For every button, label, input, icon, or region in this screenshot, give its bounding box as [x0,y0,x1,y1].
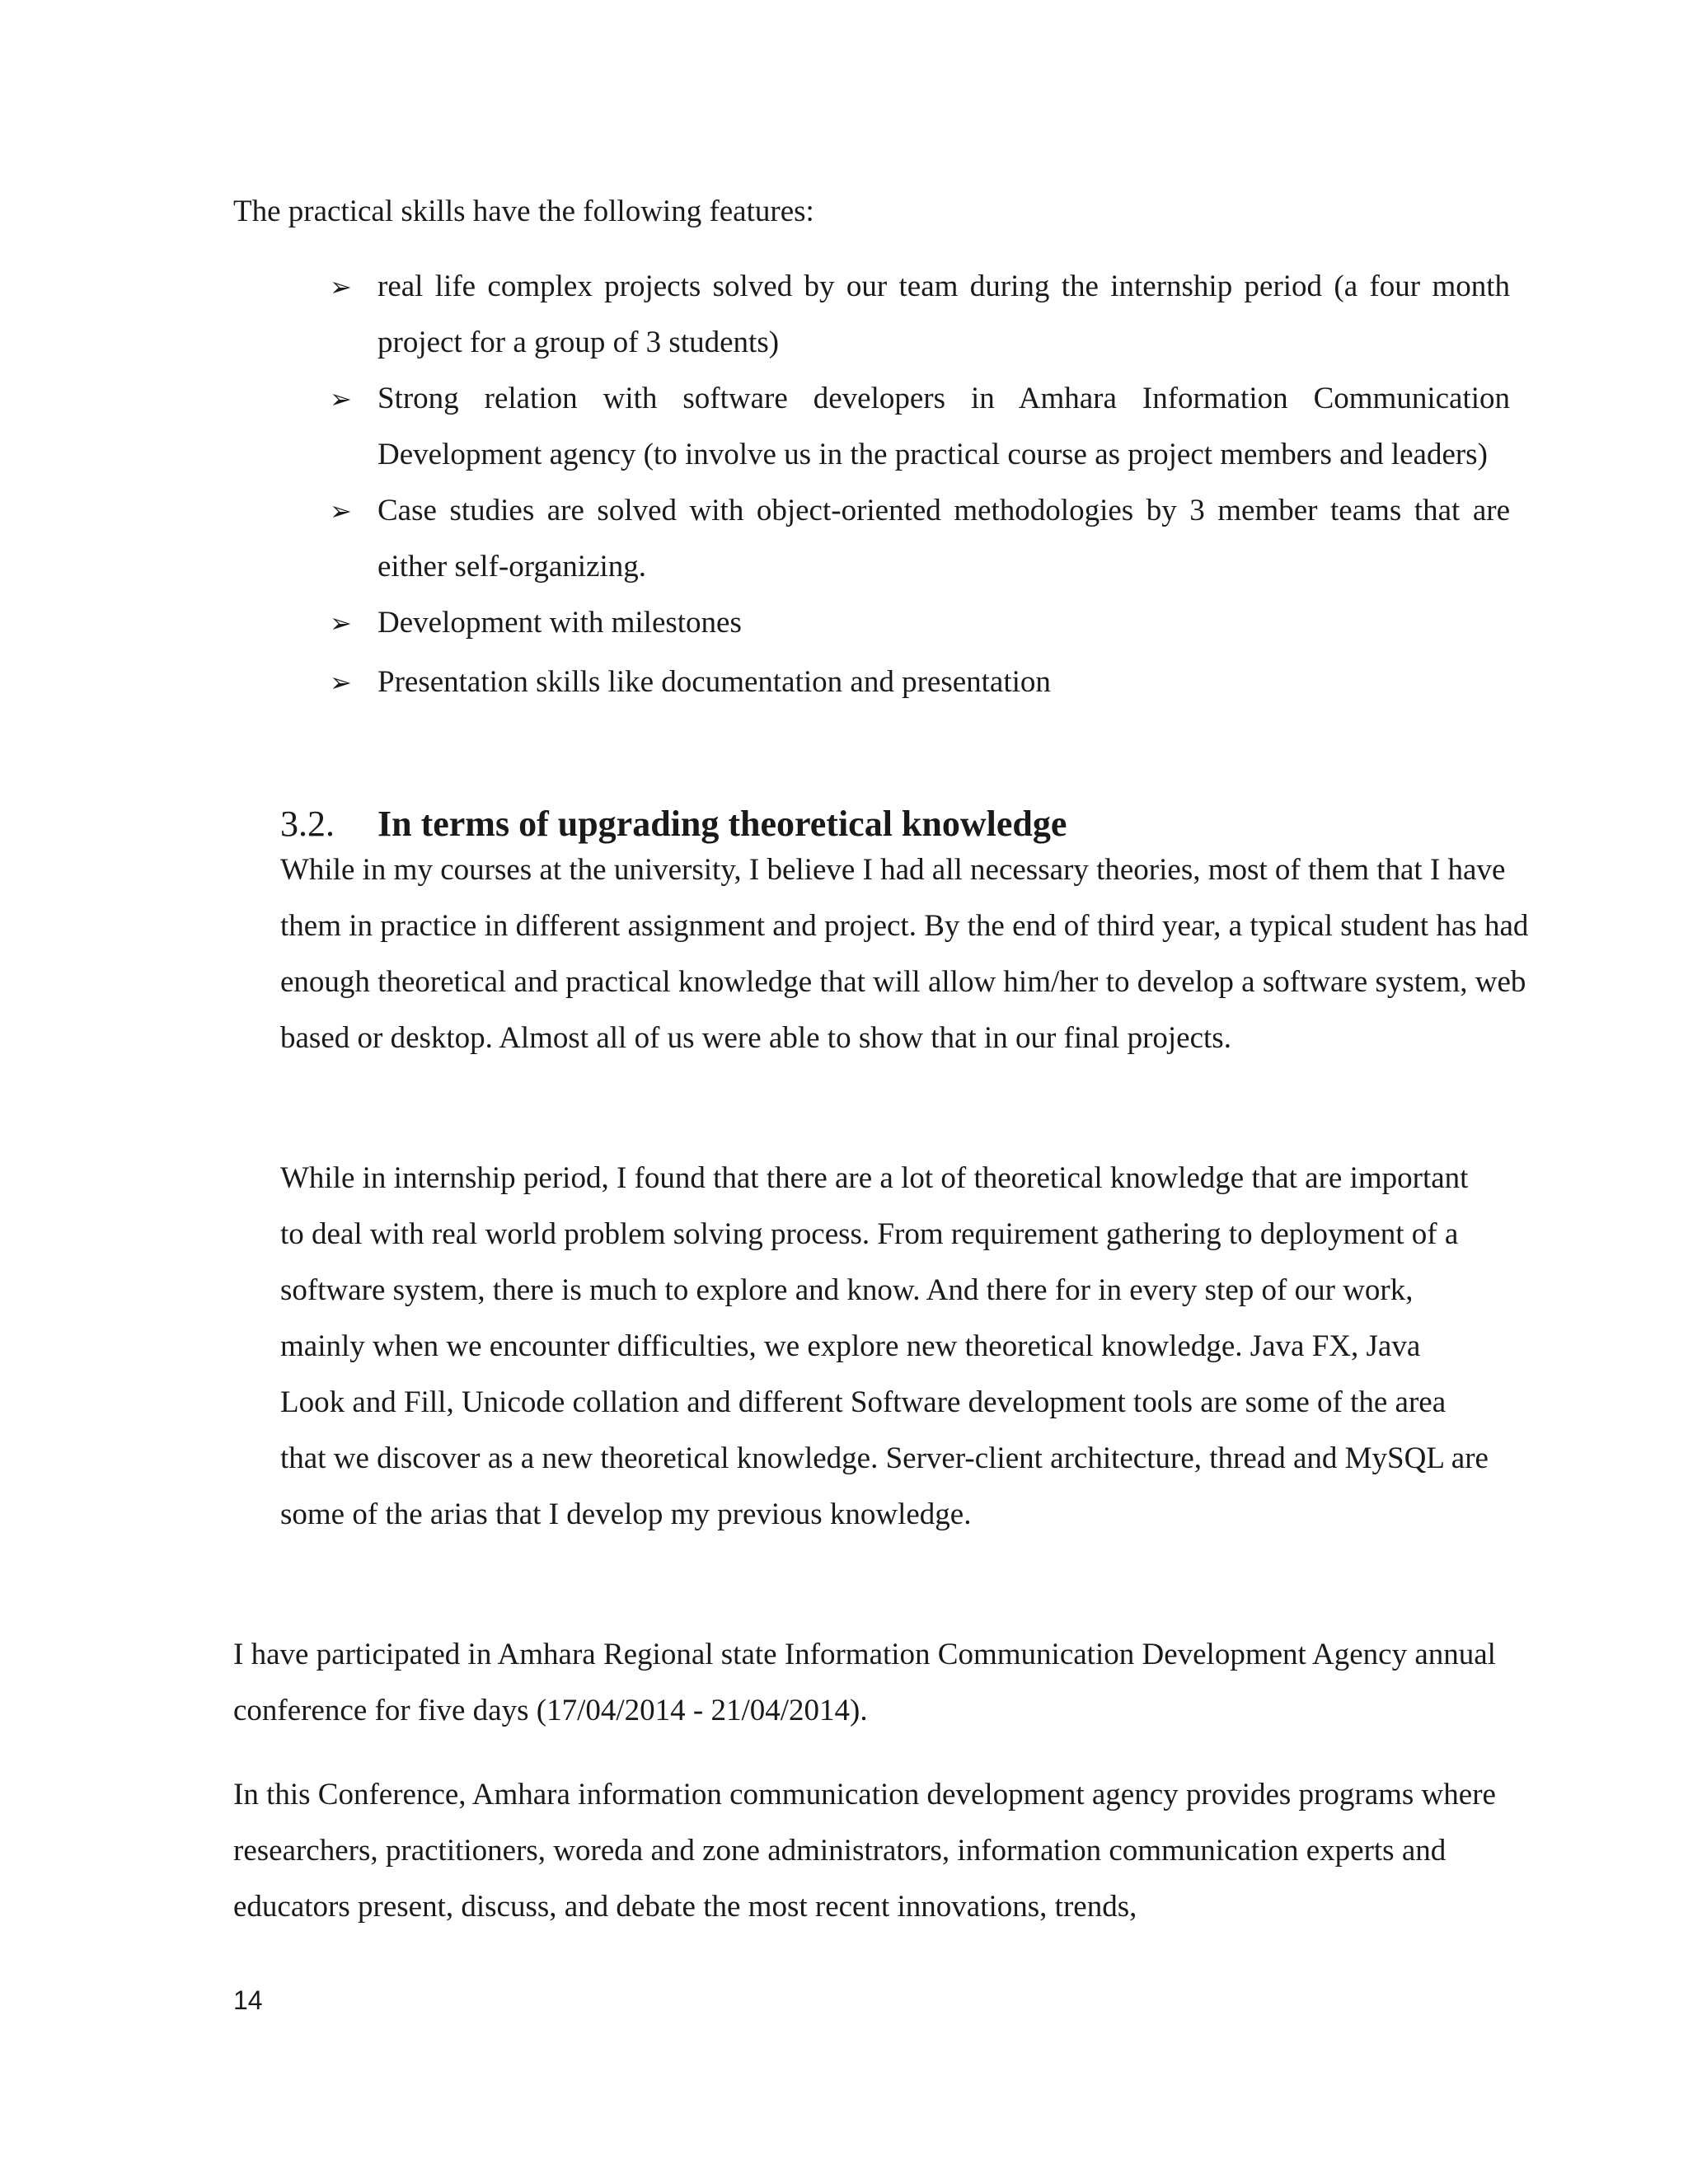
bullet-text: Development with milestones [377,606,742,640]
bullet-text: Strong relation with software developers in Amhara Information Communication Development agency (to involve us in the practical course as project members and leaders) [377,382,1510,471]
section-title: In terms of upgrading theoretical knowledge [377,804,1067,844]
bullet-text: Presentation skills like documentation and presentation [377,665,1051,699]
arrow-bullet-icon: ➢ [330,383,352,415]
intro-text: The practical skills have the following features: [233,194,814,228]
body-paragraph: I have participated in Amhara Regional state Information Communication Development Agency annual conference for five days (17/04/2014 - 21/04/2014). [233,1638,1496,1727]
list-item [330,595,1510,651]
list-item [330,371,1510,483]
page-number: 14 [233,1985,263,2015]
list-item [330,654,1510,710]
list-item [330,483,1510,595]
arrow-bullet-icon: ➢ [330,271,352,302]
arrow-bullet-icon: ➢ [330,495,352,527]
arrow-bullet-icon: ➢ [330,607,352,639]
bullet-text: real life complex projects solved by our team during the internship period (a four month project for a group of 3 students) [377,269,1510,359]
body-paragraph: While in my courses at the university, I believe I had all necessary theories, most of them that I have them in practice in different assignment and project. By the end of third year, a typical student has had enough theoretical and practical knowledge that will allow him/her to develop a software system, web based or desktop. Almost all of us were able to show that in our final projects. [280,853,1529,1055]
bullet-text: Case studies are solved with object-oriented methodologies by 3 member teams that are either self-organizing. [377,494,1510,583]
section-heading [280,799,1067,849]
body-paragraph: While in internship period, I found that there are a lot of theoretical knowledge that are important to deal with real world problem solving process. From requirement gathering to deployment of a software system, there is much to explore and know. And there for in every step of our work, mainly when we encounter difficulties, we explore new theoretical knowledge. Java FX, Java Look and Fill, Unicode collation and different Software development tools are some of the area that we discover as a new theoretical knowledge. Server-client architecture, thread and MySQL are some of the arias that I develop my previous knowledge. [280,1161,1489,1531]
list-item [330,259,1510,371]
arrow-bullet-icon: ➢ [330,667,352,698]
feature-bullet-list [330,259,1510,710]
section-number: 3.2. [280,804,335,844]
body-paragraph: In this Conference, Amhara information communication development agency provides programs where researchers, practitioners, woreda and zone administrators, information communication experts and educators present, discuss, and debate the most recent innovations, trends, [233,1778,1496,1924]
